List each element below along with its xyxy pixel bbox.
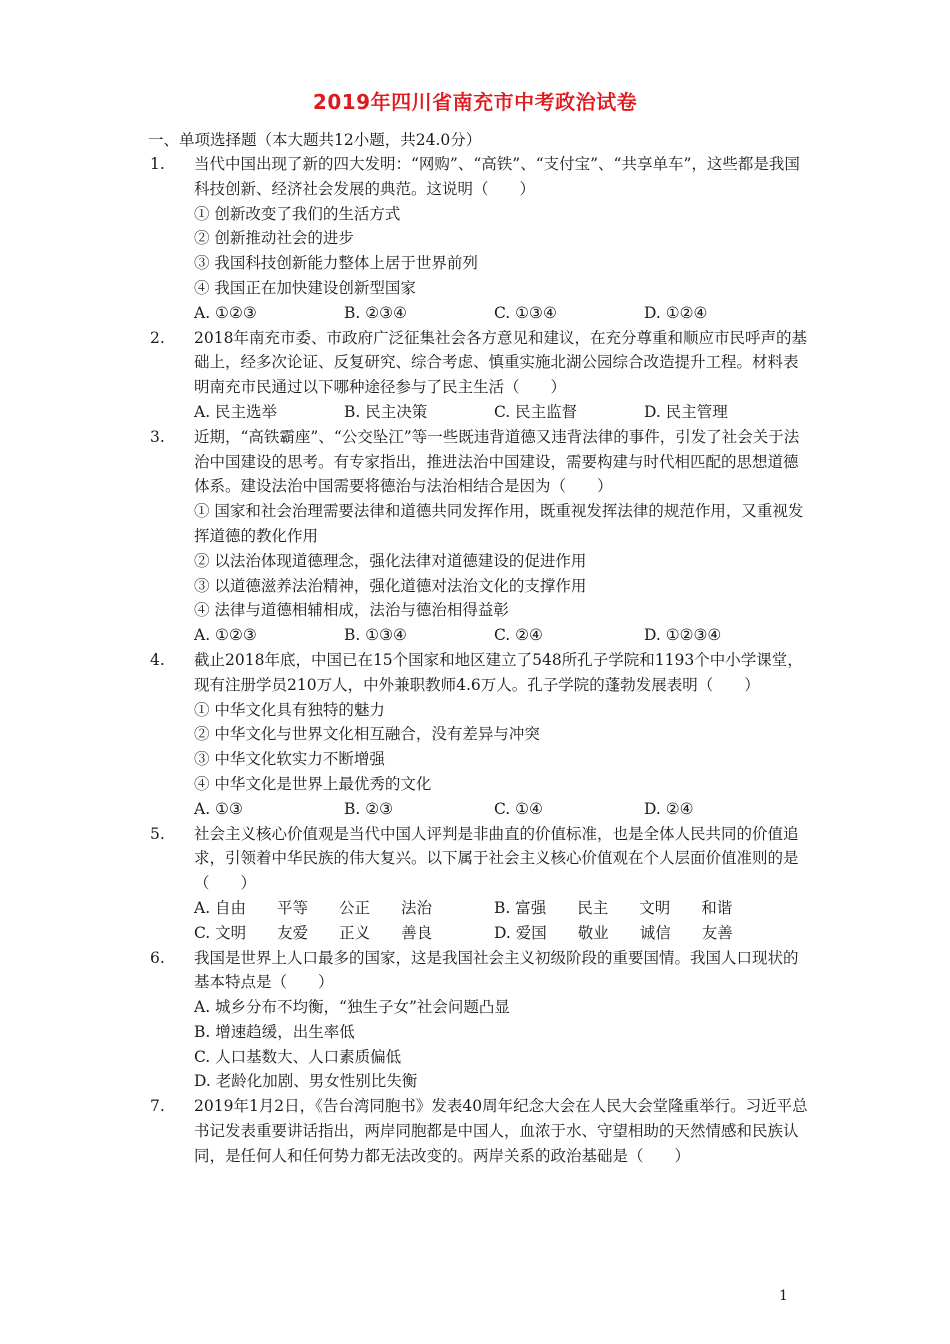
option-c: C. 人口基数大、人口素质偏低 — [194, 1047, 402, 1066]
option-d: D. ①②④ — [644, 303, 708, 322]
statement-item: ② 中华文化与世界文化相互融合，没有差异与冲突 — [194, 725, 540, 744]
question-2 — [150, 326, 810, 425]
option-b: B. 富强 民主 文明 和谐 — [494, 898, 733, 917]
question-6 — [150, 946, 810, 1095]
statement-item: ① 中华文化具有独特的魅力 — [194, 700, 385, 719]
question-number: 1. — [150, 155, 165, 173]
option-c: C. ②④ — [494, 626, 543, 645]
statement-item: ④ 法律与道德相辅相成，法治与德治相得益彰 — [194, 601, 509, 620]
option-a: A. 民主选举 — [194, 402, 278, 421]
option-d: D. 老龄化加剧、男女性别比失衡 — [194, 1072, 418, 1091]
question-3 — [150, 425, 810, 648]
option-a: A. ①③ — [194, 799, 243, 818]
question-5 — [150, 822, 810, 946]
question-number: 6. — [150, 948, 165, 967]
option-c: C. ①④ — [494, 799, 543, 818]
option-a: A. ①②③ — [194, 303, 257, 322]
option-b: B. ①③④ — [344, 626, 407, 645]
statement-item: ① 国家和社会治理需要法律和道德共同发挥作用，既重视发挥法律的规范作用，又重视发挥道德的教化作用 — [194, 502, 804, 545]
question-number: 3. — [150, 427, 165, 446]
option-a: A. 城乡分布不均衡，“独生子女”社会问题凸显 — [194, 998, 510, 1017]
option-d: D. ②④ — [644, 799, 694, 818]
option-b: B. ②③④ — [344, 303, 407, 322]
statement-item: ② 创新推动社会的进步 — [194, 229, 354, 248]
question-7 — [150, 1094, 810, 1168]
option-d: D. 民主管理 — [644, 402, 728, 421]
page-number: 1 — [779, 1288, 788, 1304]
answer-options — [194, 623, 810, 648]
answer-options — [194, 301, 810, 326]
statement-item: ③ 中华文化软实力不断增强 — [194, 750, 385, 769]
option-d: D. 爱国 敬业 诚信 友善 — [494, 923, 733, 942]
question-number: 5. — [150, 824, 165, 843]
option-b: B. 增速趋缓，出生率低 — [194, 1022, 355, 1041]
answer-options — [194, 995, 810, 1094]
question-stem: 截止2018年底，中国已在15个国家和地区建立了548所孔子学院和1193个中小学课堂，现有注册学员210万人，中外兼职教师4.6万人。孔子学院的蓬勃发展表明（ ） — [194, 650, 803, 694]
answer-options-row-1 — [194, 896, 810, 921]
question-stem: 近期，“高铁霸座”、“公交坠江”等一些既违背道德又违背法律的事件，引发了社会关于法治中国建设的思考。有专家指出，推进法治中国建设，需要构建与时代相匹配的思想道德体系。建设法治中国需要将德治与法治相结合是因为（ ） — [194, 427, 800, 496]
option-c: C. 民主监督 — [494, 402, 578, 421]
question-stem: 2018年南充市委、市政府广泛征集社会各方意见和建议，在充分尊重和顺应市民呼声的基础上，经多次论证、反复研究、综合考虑、慎重实施北湖公园综合改造提升工程。材料表明南充市民通过以下哪种途径参与了民主生活（ ） — [194, 328, 807, 397]
option-b: B. ②③ — [344, 799, 394, 818]
section-header: 一、单项选择题（本大题共12小题，共24.0分） — [148, 131, 482, 149]
question-4 — [150, 648, 810, 822]
question-stem: 我国是世界上人口最多的国家，这是我国社会主义初级阶段的重要国情。我国人口现状的基本特点是（ ） — [194, 948, 799, 992]
option-d: D. ①②③④ — [644, 626, 722, 645]
statement-item: ② 以法治体现道德理念，强化法律对道德建设的促进作用 — [194, 551, 587, 570]
statement-item: ④ 中华文化是世界上最优秀的文化 — [194, 774, 432, 793]
statement-item: ④ 我国正在加快建设创新型国家 — [194, 278, 416, 297]
option-b: B. 民主决策 — [344, 402, 428, 421]
question-number: 4. — [150, 650, 165, 669]
statement-item: ③ 以道德滋养法治精神，强化道德对法治文化的支撑作用 — [194, 576, 587, 595]
answer-options — [194, 797, 810, 822]
question-number: 7. — [150, 1097, 165, 1116]
question-number: 2. — [150, 328, 165, 347]
option-a: A. ①②③ — [194, 626, 257, 645]
statement-item: ① 创新改变了我们的生活方式 — [194, 204, 401, 223]
answer-options-row-2 — [194, 921, 810, 946]
question-list — [150, 152, 810, 1169]
question-stem: 当代中国出现了新的四大发明：“网购”、“高铁”、“支付宝”、“共享单车”，这些都是我国科技创新、经济社会发展的典范。这说明（ ） — [194, 155, 800, 198]
option-c: C. ①③④ — [494, 303, 557, 322]
statement-item: ③ 我国科技创新能力整体上居于世界前列 — [194, 254, 478, 273]
option-a: A. 自由 平等 公正 法治 — [194, 898, 433, 917]
question-stem: 2019年1月2日，《告台湾同胞书》发表40周年纪念大会在人民大会堂隆重举行。习近平总书记发表重要讲话指出，两岸同胞都是中国人，血浓于水、守望相助的天然情感和民族认同，是任何人和任何势力都无法改变的。两岸关系的政治基础是（ ） — [194, 1097, 808, 1165]
page-title: 2019年四川省南充市中考政治试卷 — [312, 90, 638, 114]
option-c: C. 文明 友爱 正义 善良 — [194, 923, 433, 942]
answer-options — [194, 400, 810, 425]
question-1 — [150, 152, 810, 326]
question-stem: 社会主义核心价值观是当代中国人评判是非曲直的价值标准，也是全体人民共同的价值追求，引领着中华民族的伟大复兴。以下属于社会主义核心价值观在个人层面价值准则的是（ ） — [194, 824, 799, 893]
